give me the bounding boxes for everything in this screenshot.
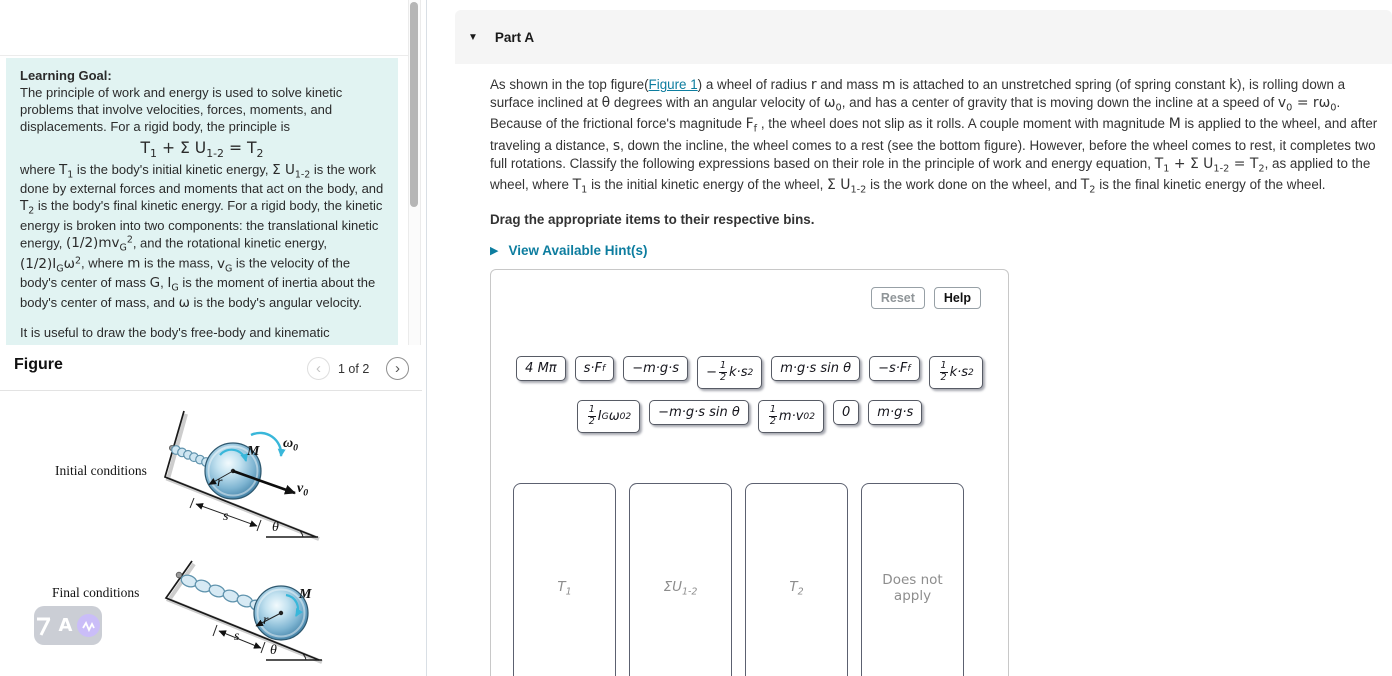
learning-goal-box (6, 58, 398, 345)
drag-item[interactable]: s·F f (575, 356, 615, 381)
drag-item[interactable]: −s·F f (869, 356, 919, 381)
bin-label: $\Sigma U_{1-2}$ (663, 578, 698, 597)
angular-velocity-label: $\omega_0$ (283, 436, 299, 454)
drag-item[interactable]: m·g·s (868, 400, 922, 425)
translate-extension-badge[interactable] (34, 606, 102, 645)
work-energy-equation: $T_1 + \Sigma$ $U_{1-2} = T_2$ (140, 138, 264, 160)
moment-label-final: M (299, 587, 312, 602)
distance-label-final: s (234, 629, 240, 644)
drop-bin[interactable] (745, 483, 848, 676)
drop-bins (513, 483, 964, 676)
bin-label: $T_1$ (557, 578, 572, 597)
ai-sparkle-icon (77, 614, 100, 637)
drop-bin[interactable] (629, 483, 732, 676)
help-button[interactable]: Help (934, 287, 981, 309)
translate-icon (36, 616, 54, 636)
drag-instruction: Drag the appropriate items to their respective bins. (490, 212, 815, 228)
final-conditions-label: Final conditions (52, 585, 140, 600)
drag-item[interactable]: 0 (833, 400, 859, 425)
drag-item[interactable]: −m·g·s (623, 356, 688, 381)
figure-panel (0, 345, 422, 676)
learning-goal-paragraph-1: The principle of work and energy is used to solve kinetic problems that involve velocities, forces, moments, and displacements. For a rigid body, the principle is (20, 84, 343, 134)
drag-items-row-1 (491, 356, 1008, 389)
chevron-right-icon: › (395, 360, 400, 377)
learning-goal-paragraph-3: It is useful to draw the body's free-body and kinematic (20, 325, 330, 341)
problem-statement: As shown in the top figure(Figure 1) a wheel of radius r and mass m is attached to an unstretched spring (of spring constant k), is rolling down a surface inclined at θ degrees with an angular velocity of $\omega_0$, and has a center of gravity that is moving down the incline at a speed of $v_0 = r\omega_0$. Because of the frictional force's magnitude $F_f$ , the wheel does not slip as it rolls. A couple moment with magnitude M is applied to the wheel, and after traveling a distance, s, down the incline, the wheel comes to a rest (see the bottom figure). However, before the wheel comes to rest, it completes two full rotations. Classify the following expressions based on their role in the principle of work and energy equation, $T_1 + \Sigma$ $U_{1-2} = T_2$, as applied to the wheel, where $T_1$ is the initial kinetic energy of the wheel, Σ $U_{1-2}$ is the work done on the wheel, and $T_2$ is the final kinetic energy of the wheel. (490, 77, 1378, 196)
bin-label: $T_2$ (789, 578, 804, 597)
figure-link[interactable]: Figure 1 (648, 77, 698, 92)
figure-header (0, 345, 422, 391)
part-a-body (490, 76, 1385, 676)
reset-button[interactable]: Reset (871, 287, 925, 309)
angle-label-initial: θ (272, 520, 279, 535)
drag-item[interactable]: −m·g·s sin θ (649, 400, 749, 425)
drag-item[interactable]: 4 Mπ (516, 356, 565, 381)
learning-goal-paragraph-2: where $T_1$ is the body's initial kinetic energy, Σ $U_{1-2}$ is the work done by external forces and moments that act on the body, and $T_2$ is the body's final kinetic energy. For a rigid body, the kinetic energy is broken into two components: the translational kinetic energy, $(1/2)mv_G^2$, and the rotational kinetic energy, $(1/2)I_G\omega^2$, where m is the mass, $v_G$ is the velocity of the body's center of mass G, $I_G$ is the moment of inertia about the body's center of mass, and ω is the body's angular velocity. (20, 161, 384, 311)
figure-image (0, 391, 398, 676)
radius-label-final: r (263, 613, 269, 628)
part-a-section (427, 0, 1392, 676)
drag-item[interactable]: $\frac{1}{2}$ I G ω 0 2 (577, 400, 640, 433)
drag-item[interactable]: $\frac{1}{2}$ m·v 0 2 (758, 400, 824, 433)
radius-label-initial: r (217, 475, 223, 490)
translate-letter: A (58, 615, 73, 636)
drag-item[interactable]: m·g·s sin θ (771, 356, 860, 381)
initial-conditions-label: Initial conditions (55, 463, 147, 478)
drop-bin[interactable] (861, 483, 964, 676)
figure-page-indicator: 1 of 2 (338, 362, 370, 376)
hint-expand-icon: ▶ (490, 245, 499, 258)
chevron-left-icon: ‹ (316, 360, 321, 377)
divider (0, 55, 408, 56)
drag-and-drop-activity (490, 269, 1009, 676)
drag-item[interactable]: − $\frac{1}{2}$ k·s 2 (697, 356, 762, 389)
hint-link: View Available Hint(s) (508, 243, 648, 259)
part-a-title: Part A (494, 29, 535, 45)
drag-item[interactable]: $\frac{1}{2}$ k·s 2 (929, 356, 983, 389)
learning-goal-title: Learning Goal: (20, 68, 112, 83)
collapse-icon: ▼ (468, 31, 478, 43)
figure-next-button[interactable] (386, 357, 409, 380)
drag-items-row-2 (491, 400, 1008, 433)
hint-toggle[interactable] (490, 243, 1385, 258)
scrollbar-thumb[interactable] (410, 2, 418, 207)
activity-toolbar (871, 287, 981, 309)
velocity-label: $v_0$ (297, 481, 309, 499)
figure-title: Figure (14, 356, 63, 373)
distance-label-initial: s (223, 509, 229, 524)
figure-prev-button[interactable] (307, 357, 330, 380)
part-a-header[interactable] (455, 10, 1392, 64)
bin-label: Does not apply (882, 571, 943, 604)
intro-scrollbar[interactable] (408, 0, 421, 345)
drop-bin[interactable] (513, 483, 616, 676)
moment-label-initial: M (247, 444, 260, 459)
angle-label-final: θ (270, 643, 277, 658)
problem-intro-panel (0, 0, 422, 345)
